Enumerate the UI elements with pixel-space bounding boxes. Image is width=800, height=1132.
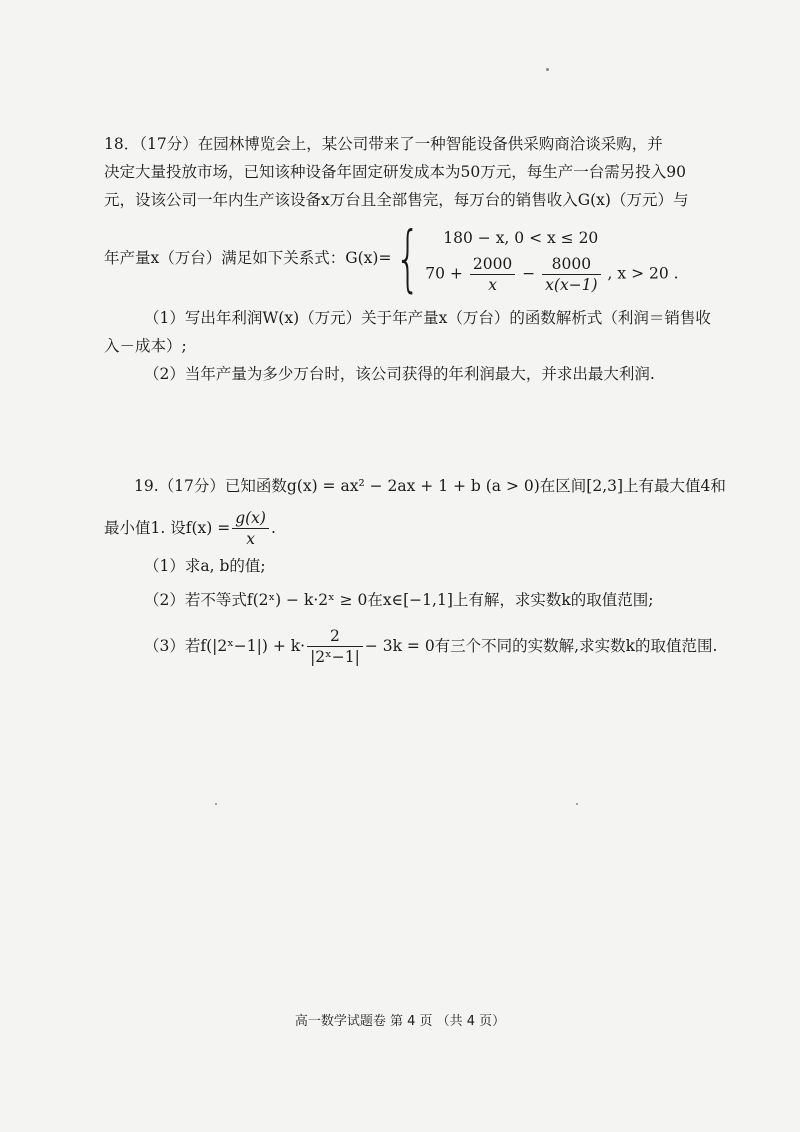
frac1-denominator: x — [488, 275, 497, 294]
piecewise-cases — [425, 222, 678, 295]
p3-numerator: 2 — [307, 626, 363, 647]
fraction-2000-over-x — [470, 254, 515, 295]
case-1: 180 − x, 0 < x ≤ 20 — [443, 228, 599, 247]
q18-line-3: 元，设该公司一年内生产该设备x万台且全部售完，每万台的销售收入G(x)（万元）与 — [104, 191, 689, 209]
page-footer: 高一数学试题卷 第 4 页 （共 4 页） — [294, 1014, 506, 1029]
q18-line-4-prefix: 年产量x（万台）满足如下关系式：G(x)= — [104, 249, 392, 267]
fraction-8000-over-x-x-minus-1 — [542, 254, 600, 295]
q19-line-2-suffix: . — [270, 519, 276, 537]
case-2 — [425, 254, 678, 295]
case-2-suffix: , x > 20 . — [607, 264, 679, 282]
q19-part-3-prefix: （3）若f(|2ˣ−1|) + k· — [144, 637, 306, 655]
question-19 — [104, 472, 726, 670]
gx-denominator: x — [246, 529, 255, 548]
frac2-denominator: x(x−1) — [545, 275, 598, 294]
fraction-g-over-x — [232, 508, 269, 549]
p3-denominator: |2ˣ−1| — [310, 647, 360, 666]
q19-part-2: （2）若不等式f(2ˣ) − k·2ˣ ≥ 0在x∈[−1,1]上有解，求实数k的取值范围; — [144, 591, 654, 609]
fraction-2-over-abs — [307, 626, 363, 667]
q18-line-2: 决定大量投放市场，已知该种设备年固定研发成本为50万元，每生产一台需另投入90 — [104, 163, 686, 181]
q18-part-2: （2）当年产量为多少万台时，该公司获得的年利润最大，并求出最大利润. — [144, 365, 655, 383]
q19-part-3 — [104, 622, 718, 670]
q19-line-2-prefix: 最小值1. 设f(x) = — [104, 519, 231, 537]
q19-line-2 — [104, 506, 694, 550]
q19-line-1: 19.（17分）已知函数g(x) = ax² − 2ax + 1 + b (a > 0)在区间[2,3]上有最大值4和 — [134, 477, 726, 495]
left-brace-icon: { — [395, 216, 421, 300]
q19-part-3-suffix: − 3k = 0有三个不同的实数解,求实数k的取值范围. — [364, 637, 718, 655]
case-2-prefix: 70 + — [425, 264, 463, 282]
q18-line-1: 18．（17分）在园林博览会上，某公司带来了一种智能设备供采购商洽谈采购，并 — [104, 135, 663, 153]
q18-part-1-line-2: 入－成本）; — [104, 337, 187, 355]
frac2-numerator: 8000 — [542, 254, 600, 275]
frac1-numerator: 2000 — [470, 254, 515, 275]
gx-numerator: g(x) — [232, 508, 269, 529]
q18-piecewise-definition — [104, 218, 694, 298]
case-2-minus: − — [522, 264, 536, 282]
speck-mark — [576, 803, 578, 805]
speck-mark — [215, 803, 217, 805]
speck-mark — [546, 68, 549, 71]
q18-part-1-line-1: （1）写出年利润W(x)（万元）关于年产量x（万台）的函数解析式（利润＝销售收 — [144, 309, 711, 327]
question-18 — [104, 130, 711, 388]
q19-part-1: （1）求a, b的值; — [144, 557, 266, 575]
